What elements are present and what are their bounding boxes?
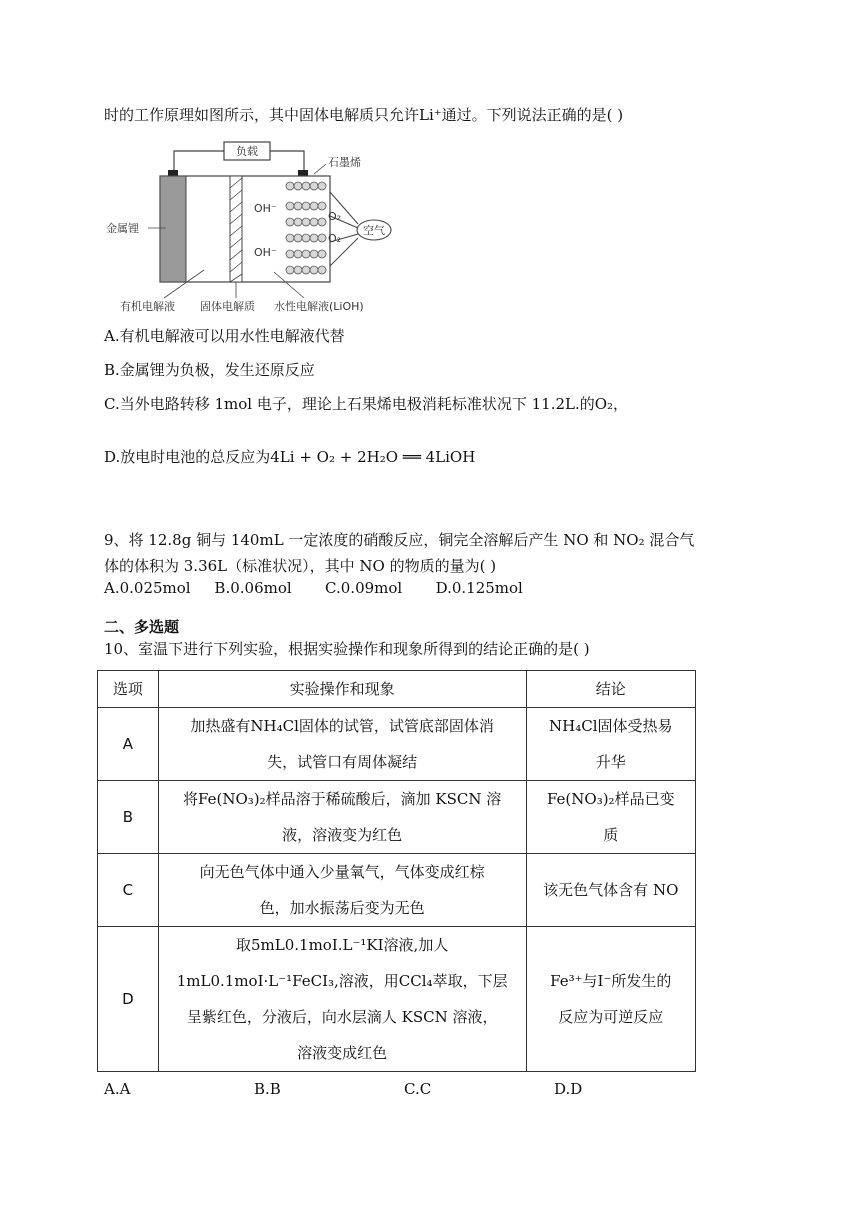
section-heading: 二、多选题	[104, 618, 180, 636]
q10-table	[97, 670, 696, 1072]
conclusion-line: Fe(NO₃)₂样品已变	[546, 790, 675, 808]
operation-line: 色，加水振荡后变为无色	[259, 899, 425, 917]
row-conclusion	[526, 927, 695, 1072]
row-operation	[158, 781, 526, 854]
o2-label-1: O₂	[328, 210, 342, 223]
conclusion-line: 反应为可逆反应	[558, 1008, 664, 1026]
row-option: A	[98, 708, 159, 781]
operation-line: 溶液变成红色	[297, 1044, 388, 1062]
table-header: 实验操作和现象	[158, 671, 526, 708]
table-header: 结论	[526, 671, 695, 708]
q9-line-2: 体的体积为 3.36L（标准状况），其中 NO 的物质的量为( )	[104, 557, 497, 575]
table-header: 选项	[98, 671, 159, 708]
aqueous-label: 水性电解液(LiOH)	[274, 300, 364, 313]
table-row	[98, 927, 696, 1072]
conclusion-line: 该无色气体含有 NO	[543, 881, 679, 899]
row-operation	[158, 927, 526, 1072]
row-operation	[158, 708, 526, 781]
row-operation	[158, 854, 526, 927]
q8-intro: 时的工作原理如图所示，其中固体电解质只允许Li⁺通过。下列说法正确的是( )	[104, 106, 624, 124]
table-row	[98, 708, 696, 781]
q8-option-a: A.有机电解液可以用水性电解液代替	[104, 327, 345, 345]
q10-option-a: A.A	[104, 1080, 131, 1098]
row-option: B	[98, 781, 159, 854]
solid-label: 固体电解质	[200, 300, 255, 313]
q10-stem: 10、室温下进行下列实验，根据实验操作和现象所得到的结论正确的是( )	[104, 640, 590, 658]
table-row	[98, 854, 696, 927]
q8-option-c: C.当外电路转移 1mol 电子，理论上石果烯电极消耗标准状况下 11.2L.的O₂，	[104, 395, 629, 413]
q8-option-b: B.金属锂为负极，发生还原反应	[104, 361, 315, 379]
table-header-row	[98, 671, 696, 708]
operation-line: 加热盛有NH₄Cl固体的试管，试管底部固体消	[190, 717, 494, 735]
metal-li-label: 金属锂	[106, 222, 139, 235]
row-option: C	[98, 854, 159, 927]
operation-line: 将Fe(NO₃)₂样品溶于稀硫酸后，滴加 KSCN 溶	[183, 790, 502, 808]
operation-line: 1mL0.1moI·L⁻¹FeCI₃,溶液，用CCl₄萃取，下层	[176, 972, 508, 990]
battery-diagram	[104, 138, 404, 316]
q9-line-1: 9、将 12.8g 铜与 140mL 一定浓度的硝酸反应，铜完全溶解后产生 NO 和 NO₂ 混合气	[104, 531, 695, 549]
conclusion-line: NH₄Cl固体受热易	[549, 717, 673, 735]
q10-option-d: D.D	[554, 1080, 583, 1098]
operation-line: 失，试管口有周体凝结	[267, 753, 418, 771]
conclusion-line: 质	[603, 826, 619, 844]
q8-option-d: D.放电时电池的总反应为4Li + O₂ + 2H₂O ══ 4LiOH	[104, 448, 476, 466]
air-label: 空气	[363, 224, 385, 237]
oh-label-1: OH⁻	[254, 202, 277, 215]
organic-label: 有机电解液	[120, 300, 175, 313]
air-arrows	[330, 192, 358, 266]
load-label: 负载	[236, 145, 258, 158]
conclusion-line: 升华	[595, 753, 626, 771]
q10-option-b: B.B	[254, 1080, 281, 1098]
oh-label-2: OH⁻	[254, 246, 277, 259]
operation-line: 呈紫红色，分液后，向水层滴人 KSCN 溶液，	[186, 1008, 498, 1026]
row-option: D	[98, 927, 159, 1072]
row-conclusion	[526, 781, 695, 854]
lithium-electrode	[160, 176, 186, 282]
o2-label-2: O₂	[328, 232, 342, 245]
q9-options: A.0.025mol B.0.06mol C.0.09mol D.0.125mol	[104, 579, 523, 597]
conclusion-line: Fe³⁺与I⁻所发生的	[550, 972, 672, 990]
operation-line: 液，溶液变为红色	[282, 826, 403, 844]
operation-line: 取5mL0.1moI.L⁻¹KI溶液,加人	[236, 936, 449, 954]
operation-line: 向无色气体中通入少量氧气，气体变成红棕	[199, 863, 485, 881]
q10-option-c: C.C	[404, 1080, 432, 1098]
graphene-label: 石墨烯	[328, 156, 361, 169]
row-conclusion	[526, 708, 695, 781]
table-row	[98, 781, 696, 854]
row-conclusion	[526, 854, 695, 927]
